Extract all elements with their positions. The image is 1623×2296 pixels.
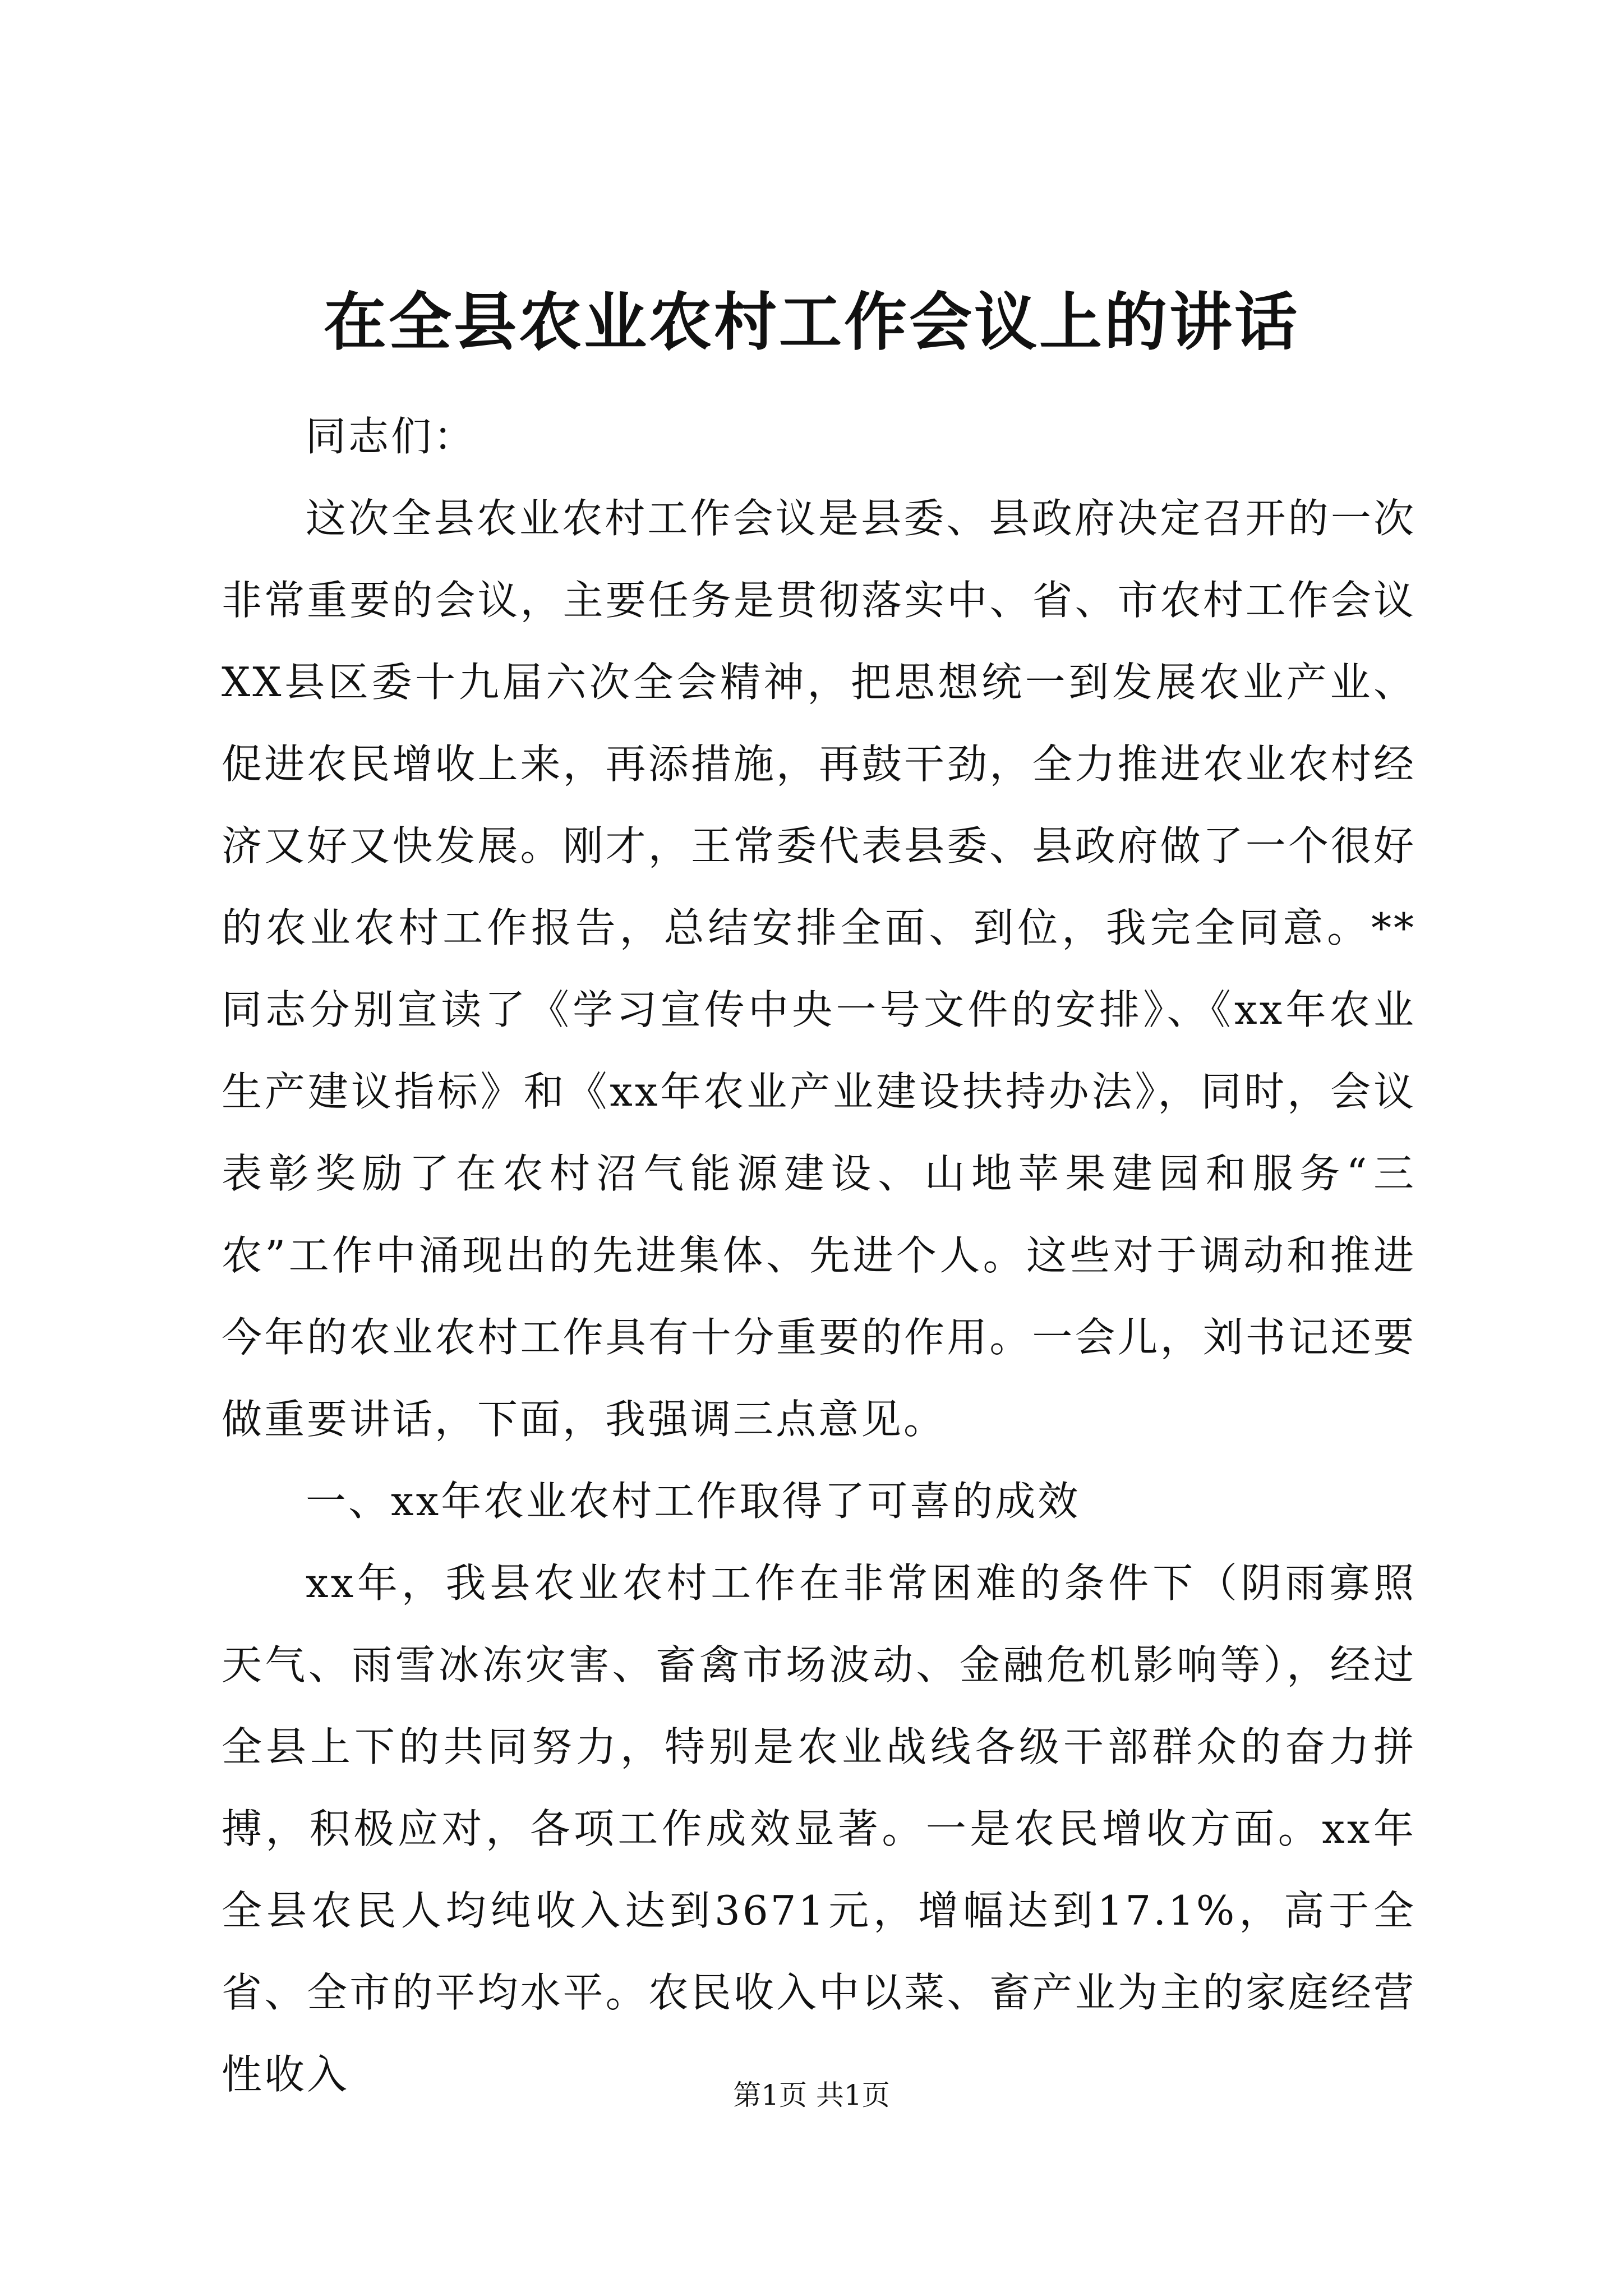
paragraph: xx年，我县农业农村工作在非常困难的条件下（阴雨寡照天气、雨雪冰冻灾害、畜禽市场波动、金融危机影响等），经过全县上下的共同努力，特别是农业战线各级干部群众的奋力拼搏，积极应对，各项工作成效显著。一是农民增收方面。xx年全县农民人均纯收入达到3671元，增幅达到17.1%，高于全省、全市的平均水平。农民收入中以菜、畜产业为主的家庭经营性收入 — [222, 1559, 1416, 2098]
salutation: 同志们： — [306, 413, 477, 460]
document-title: 在全县农业农村工作会议上的讲话 — [324, 286, 1299, 359]
section-heading: 一、xx年农业农村工作取得了可喜的成效 — [306, 1478, 1081, 1525]
paragraph: 这次全县农业农村工作会议是县委、县政府决定召开的一次非常重要的会议，主要任务是贯彻落实中、省、市农村工作会议XX县区委十九届六次全会精神，把思想统一到发展农业产业、促进农民增收上来，再添措施，再鼓干劲，全力推进农业农村经济又好又快发展。刚才，王常委代表县委、县政府做了一个很好的农业农村工作报告，总结安排全面、到位，我完全同意。**同志分别宣读了《学习宣传中央一号文件的安排》、《xx年农业生产建议指标》和《xx年农业产业建设扶持办法》，同时，会议表彰奖励了在农村沼气能源建设、山地苹果建园和服务“三农”工作中涌现出的先进集体、先进个人。这些对于调动和推进今年的农业农村工作具有十分重要的作用。一会儿，刘书记还要做重要讲话，下面，我强调三点意见。 — [222, 495, 1416, 1443]
page-footer: 第1页 共1页 — [733, 2079, 890, 2111]
document-body — [222, 395, 1416, 2115]
